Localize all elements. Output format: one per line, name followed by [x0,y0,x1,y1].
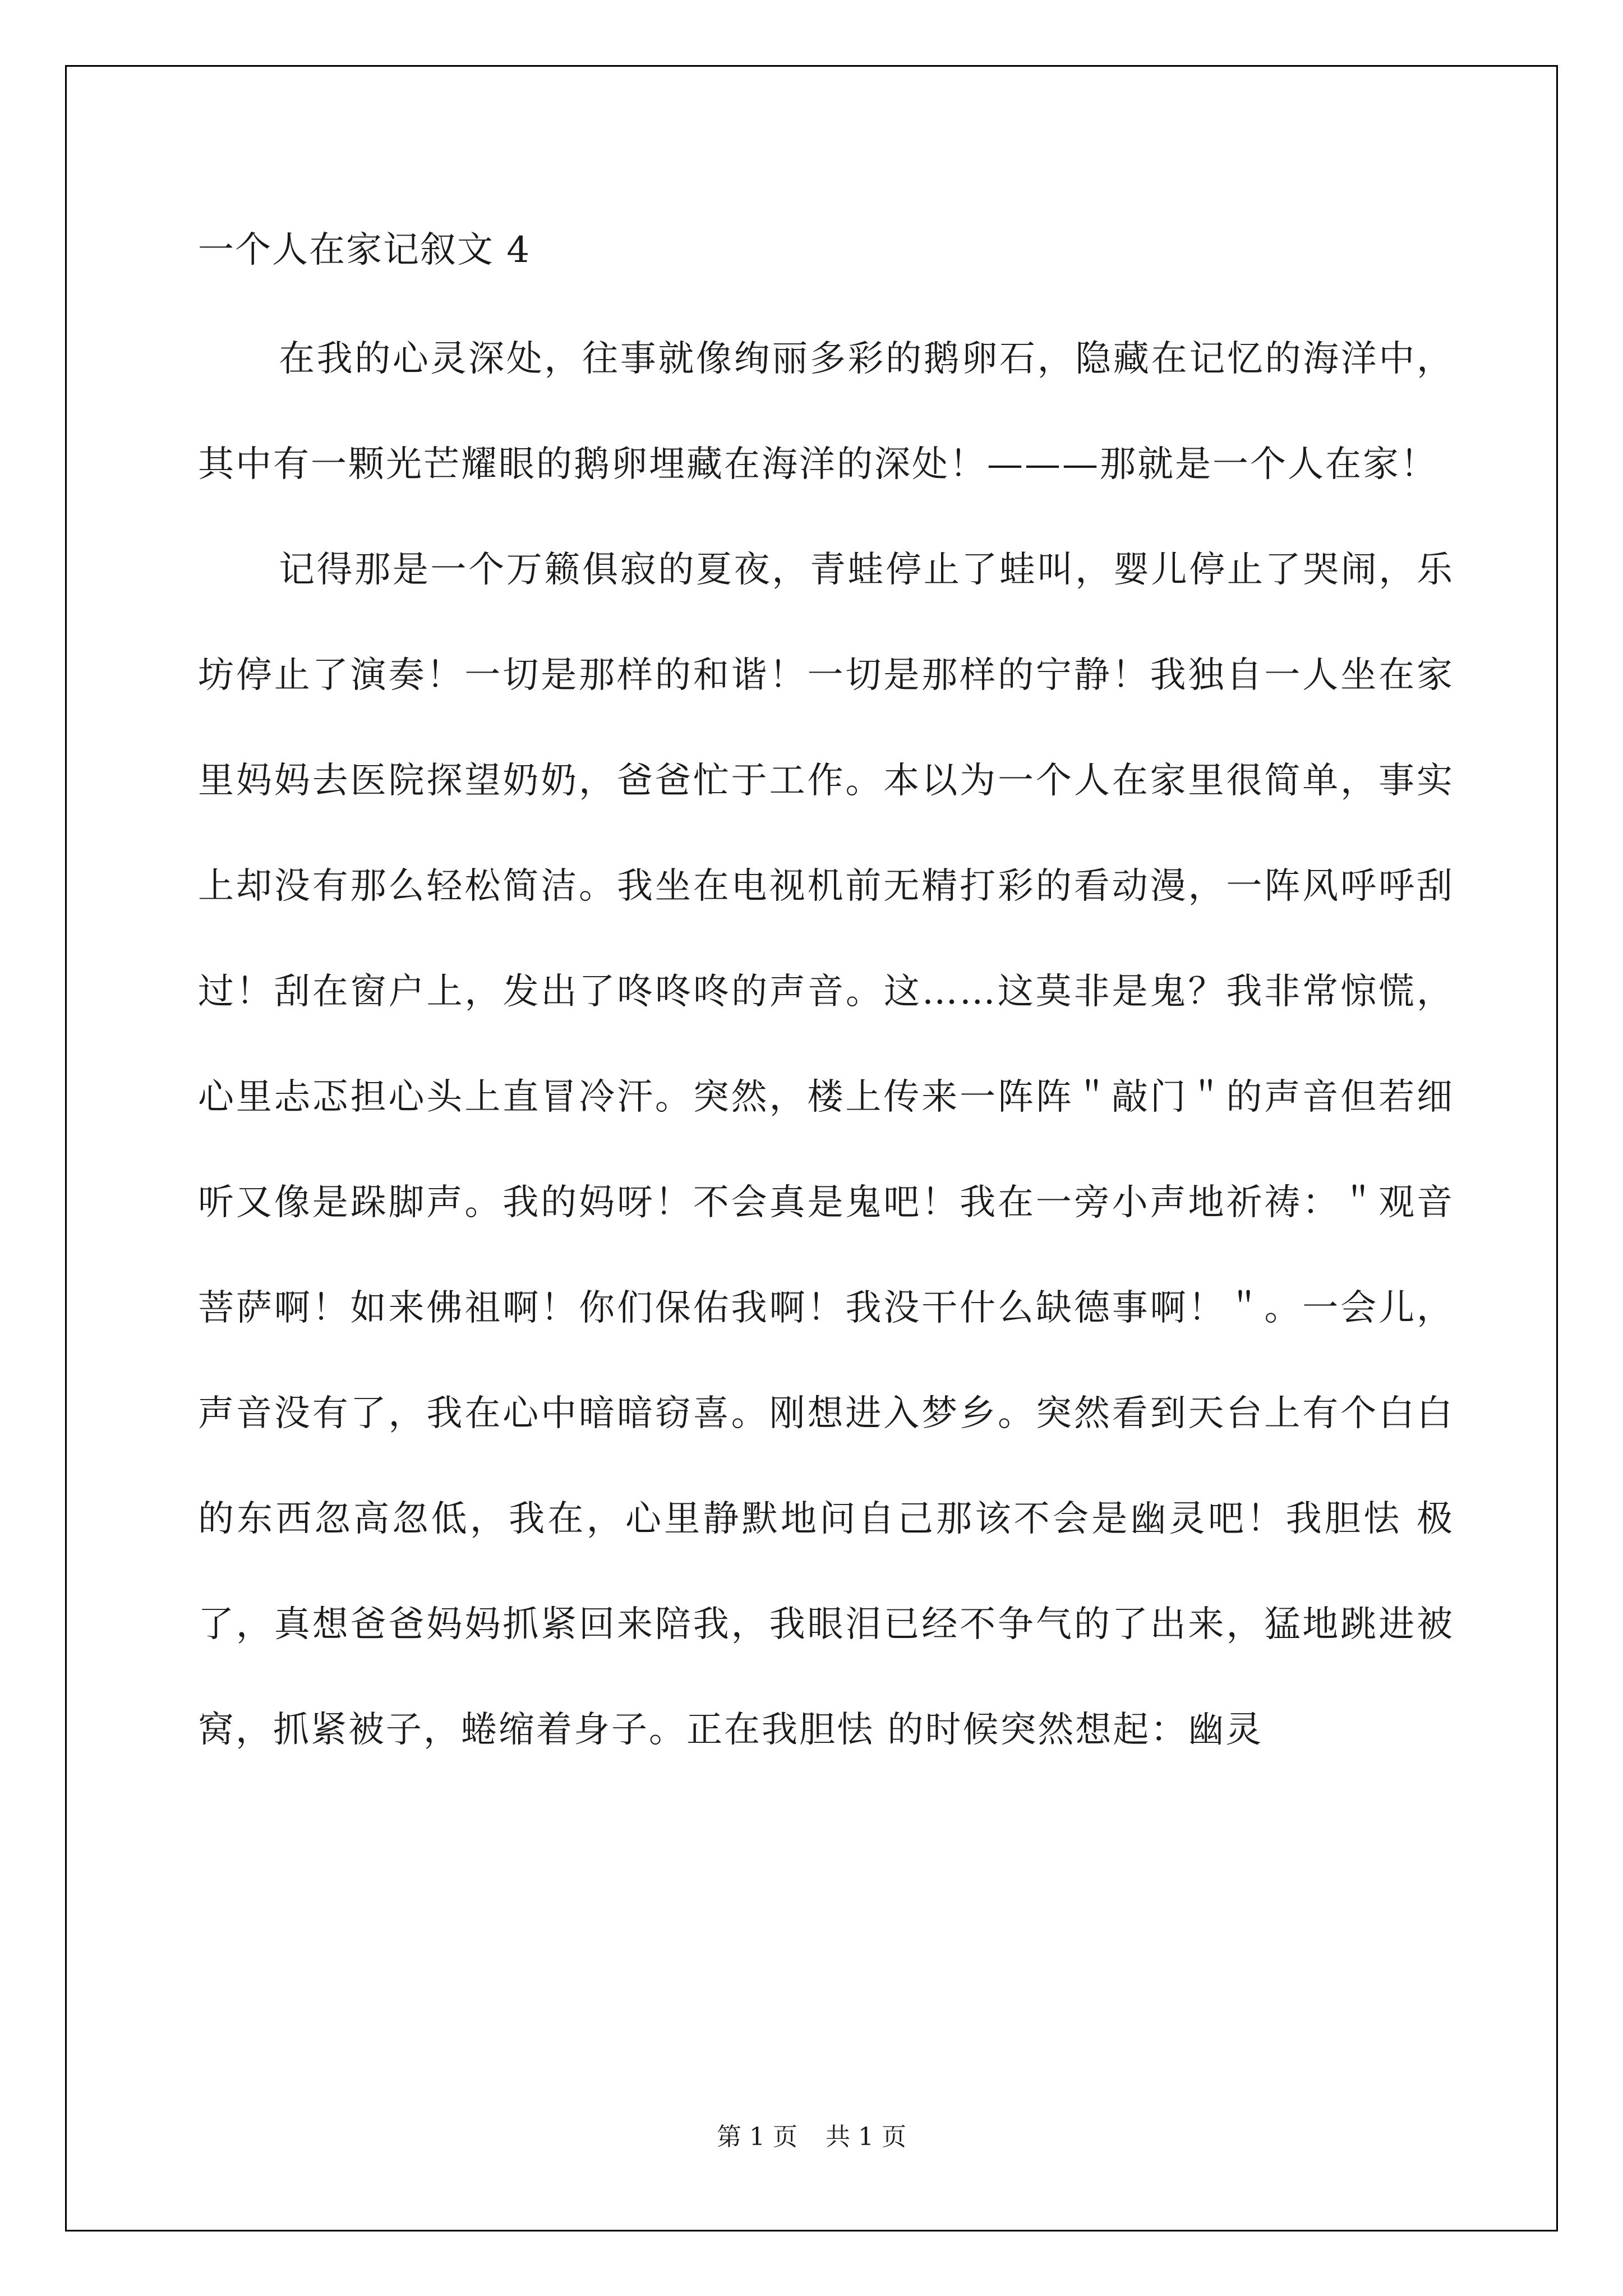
paragraph-2: 记得那是一个万籁俱寂的夏夜，青蛙停止了蛙叫，婴儿停止了哭闹，乐坊停止了演奏！一切是那样的和谐！一切是那样的宁静！我独自一人坐在家里妈妈去医院探望奶奶，爸爸忙于工作。本以为一个人在家里很简单，事实上却没有那么轻松简洁。我坐在电视机前无精打彩的看动漫，一阵风呼呼刮过！刮在窗户上，发出了咚咚咚的声音。这……这莫非是鬼？我非常惊慌，心里忐忑担心头上直冒冷汗。突然，楼上传来一阵阵＂敲门＂的声音但若细听又像是跺脚声。我的妈呀！不会真是鬼吧！我在一旁小声地祈祷：＂观音菩萨啊！如来佛祖啊！你们保佑我啊！我没干什么缺德事啊！＂。一会儿，声音没有了，我在心中暗暗窃喜。刚想进入梦乡。突然看到天台上有个白白的东西忽高忽低，我在，心里静默地问自己那该不会是幽灵吧！我胆怯 极了，真想爸爸妈妈抓紧回来陪我，我眼泪已经不争气的了出来，猛地跳进被窝，抓紧被子，蜷缩着身子。正在我胆怯 的时候突然想起：幽灵 [198,549,1454,1751]
page-number-total: 共 1 页 [826,2123,906,2151]
page-footer [0,2120,1623,2154]
document-body [198,223,1454,1783]
document-title: 一个人在家记叙文 4 [198,229,531,271]
paragraph-1: 在我的心灵深处，往事就像绚丽多彩的鹅卵石，隐藏在记忆的海洋中，其中有一颗光芒耀眼的鹅卵埋藏在海洋的深处！———那就是一个人在家！ [198,338,1454,485]
page-number-current: 第 1 页 [717,2123,797,2151]
